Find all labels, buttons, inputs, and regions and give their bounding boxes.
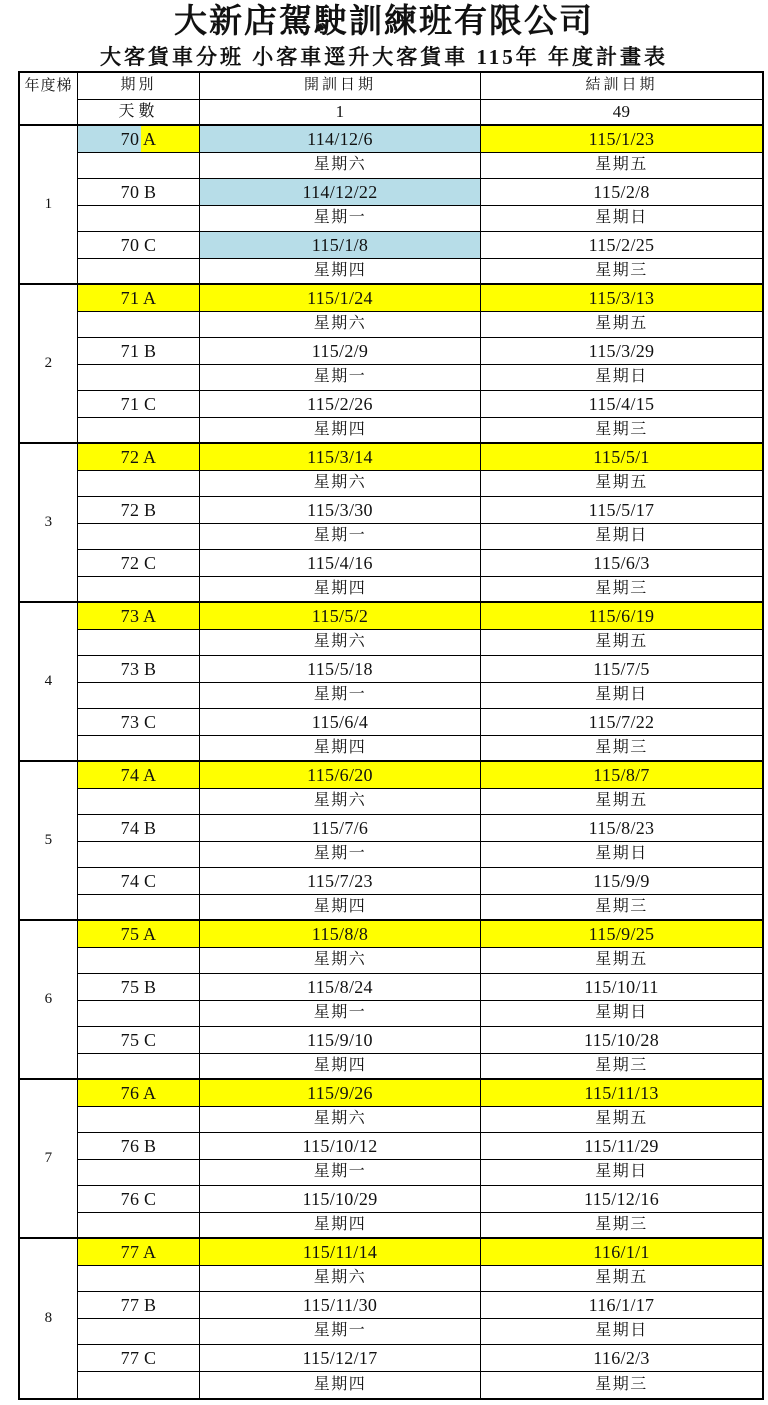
end-weekday-cell: 星期五 <box>481 1107 762 1134</box>
blank-cell <box>78 1372 200 1399</box>
start-date-cell: 115/5/18 <box>200 656 481 683</box>
end-date-cell: 115/3/13 <box>481 285 762 312</box>
start-date-cell: 115/2/26 <box>200 391 481 418</box>
blank-cell <box>78 683 200 710</box>
period-cell: 74 C <box>78 868 200 895</box>
period-cell: 75 A <box>78 921 200 948</box>
period-cell: 73 A <box>78 603 200 630</box>
end-weekday-cell: 星期日 <box>481 1001 762 1028</box>
start-weekday-cell: 星期六 <box>200 630 481 657</box>
end-date-cell: 115/10/28 <box>481 1027 762 1054</box>
period-cell: 76 B <box>78 1133 200 1160</box>
start-weekday-cell: 星期一 <box>200 842 481 869</box>
start-date-cell: 115/4/16 <box>200 550 481 577</box>
blank-cell <box>78 471 200 498</box>
header-end-date: 結訓日期 <box>481 73 762 100</box>
start-date-cell: 115/3/30 <box>200 497 481 524</box>
start-date-cell: 115/5/2 <box>200 603 481 630</box>
period-cell: 77 A <box>78 1239 200 1266</box>
page-subtitle: 大客貨車分班 小客車逕升大客貨車 115年 年度計畫表 <box>99 45 669 69</box>
blank-cell <box>78 1160 200 1187</box>
period-cell: 75 C <box>78 1027 200 1054</box>
blank-cell <box>78 895 200 922</box>
term-cell: 3 <box>20 444 78 603</box>
start-date-cell: 115/10/29 <box>200 1186 481 1213</box>
term-cell: 1 <box>20 126 78 285</box>
term-cell: 8 <box>20 1239 78 1398</box>
start-weekday-cell: 星期六 <box>200 153 481 180</box>
start-date-cell: 115/2/9 <box>200 338 481 365</box>
start-weekday-cell: 星期一 <box>200 1001 481 1028</box>
period-cell: 70 C <box>78 232 200 259</box>
term-cell: 7 <box>20 1080 78 1239</box>
blank-cell <box>78 524 200 551</box>
start-weekday-cell: 星期六 <box>200 948 481 975</box>
period-cell: 72 C <box>78 550 200 577</box>
end-date-cell: 115/9/25 <box>481 921 762 948</box>
end-weekday-cell: 星期五 <box>481 1266 762 1293</box>
schedule-table <box>18 71 764 1400</box>
blank-cell <box>78 1213 200 1240</box>
blank-cell <box>78 1319 200 1346</box>
end-date-cell: 116/1/17 <box>481 1292 762 1319</box>
start-weekday-cell: 星期六 <box>200 789 481 816</box>
end-date-cell: 115/4/15 <box>481 391 762 418</box>
start-weekday-cell: 星期一 <box>200 206 481 233</box>
start-weekday-cell: 星期四 <box>200 1054 481 1081</box>
start-date-cell: 115/8/8 <box>200 921 481 948</box>
start-weekday-cell: 星期四 <box>200 895 481 922</box>
page-title: 大新店駕駛訓練班有限公司 <box>174 4 594 40</box>
end-weekday-cell: 星期五 <box>481 312 762 339</box>
blank-cell <box>78 1001 200 1028</box>
end-weekday-cell: 星期三 <box>481 418 762 445</box>
end-weekday-cell: 星期三 <box>481 895 762 922</box>
start-date-cell: 114/12/6 <box>200 126 481 153</box>
header-term: 年度梯 <box>20 73 78 126</box>
start-weekday-cell: 星期一 <box>200 365 481 392</box>
start-weekday-cell: 星期一 <box>200 683 481 710</box>
end-weekday-cell: 星期日 <box>481 683 762 710</box>
start-weekday-cell: 星期六 <box>200 471 481 498</box>
period-cell: 71 A <box>78 285 200 312</box>
start-date-cell: 115/9/10 <box>200 1027 481 1054</box>
start-weekday-cell: 星期四 <box>200 1213 481 1240</box>
period-cell: 72 A <box>78 444 200 471</box>
start-weekday-cell: 星期一 <box>200 1319 481 1346</box>
days-label: 天數 <box>78 100 200 127</box>
blank-cell <box>78 842 200 869</box>
start-weekday-cell: 星期四 <box>200 1372 481 1399</box>
end-weekday-cell: 星期日 <box>481 1160 762 1187</box>
start-date-cell: 115/10/12 <box>200 1133 481 1160</box>
header-start-date: 開訓日期 <box>200 73 481 100</box>
end-weekday-cell: 星期三 <box>481 1054 762 1081</box>
end-date-cell: 115/9/9 <box>481 868 762 895</box>
period-cell: 74 A <box>78 762 200 789</box>
period-cell: 77 B <box>78 1292 200 1319</box>
period-cell: 73 C <box>78 709 200 736</box>
start-date-cell: 114/12/22 <box>200 179 481 206</box>
blank-cell <box>78 630 200 657</box>
end-day-value: 49 <box>481 100 762 127</box>
start-date-cell: 115/11/30 <box>200 1292 481 1319</box>
end-date-cell: 115/1/23 <box>481 126 762 153</box>
start-date-cell: 115/12/17 <box>200 1345 481 1372</box>
period-cell: 73 B <box>78 656 200 683</box>
blank-cell <box>78 1266 200 1293</box>
end-weekday-cell: 星期五 <box>481 630 762 657</box>
start-weekday-cell: 星期四 <box>200 736 481 763</box>
blank-cell <box>78 365 200 392</box>
start-date-cell: 115/11/14 <box>200 1239 481 1266</box>
period-cell: 71 C <box>78 391 200 418</box>
end-date-cell: 115/6/3 <box>481 550 762 577</box>
period-cell: 71 B <box>78 338 200 365</box>
blank-cell <box>78 1107 200 1134</box>
end-date-cell: 115/5/1 <box>481 444 762 471</box>
end-date-cell: 116/1/1 <box>481 1239 762 1266</box>
period-cell: 76 A <box>78 1080 200 1107</box>
period-cell: 76 C <box>78 1186 200 1213</box>
end-date-cell: 115/8/7 <box>481 762 762 789</box>
start-day-value: 1 <box>200 100 481 127</box>
end-weekday-cell: 星期三 <box>481 577 762 604</box>
blank-cell <box>78 1054 200 1081</box>
start-date-cell: 115/6/4 <box>200 709 481 736</box>
end-date-cell: 115/7/22 <box>481 709 762 736</box>
term-cell: 5 <box>20 762 78 921</box>
end-date-cell: 115/11/13 <box>481 1080 762 1107</box>
start-weekday-cell: 星期一 <box>200 524 481 551</box>
start-date-cell: 115/6/20 <box>200 762 481 789</box>
end-weekday-cell: 星期五 <box>481 153 762 180</box>
period-cell: 77 C <box>78 1345 200 1372</box>
end-date-cell: 115/2/25 <box>481 232 762 259</box>
start-date-cell: 115/8/24 <box>200 974 481 1001</box>
end-weekday-cell: 星期五 <box>481 789 762 816</box>
start-weekday-cell: 星期六 <box>200 1107 481 1134</box>
blank-cell <box>78 206 200 233</box>
end-date-cell: 115/5/17 <box>481 497 762 524</box>
end-weekday-cell: 星期日 <box>481 524 762 551</box>
end-weekday-cell: 星期三 <box>481 1213 762 1240</box>
blank-cell <box>78 948 200 975</box>
start-weekday-cell: 星期四 <box>200 418 481 445</box>
start-weekday-cell: 星期四 <box>200 577 481 604</box>
blank-cell <box>78 312 200 339</box>
term-cell: 2 <box>20 285 78 444</box>
header-period: 期別 <box>78 73 200 100</box>
end-weekday-cell: 星期三 <box>481 736 762 763</box>
blank-cell <box>78 577 200 604</box>
end-weekday-cell: 星期日 <box>481 365 762 392</box>
end-date-cell: 115/10/11 <box>481 974 762 1001</box>
end-weekday-cell: 星期三 <box>481 259 762 286</box>
start-date-cell: 115/3/14 <box>200 444 481 471</box>
end-weekday-cell: 星期五 <box>481 471 762 498</box>
term-cell: 6 <box>20 921 78 1080</box>
blank-cell <box>78 418 200 445</box>
start-date-cell: 115/9/26 <box>200 1080 481 1107</box>
end-date-cell: 115/12/16 <box>481 1186 762 1213</box>
period-cell: 75 B <box>78 974 200 1001</box>
end-weekday-cell: 星期日 <box>481 842 762 869</box>
start-weekday-cell: 星期六 <box>200 1266 481 1293</box>
period-cell: 70 A <box>78 126 200 153</box>
start-weekday-cell: 星期六 <box>200 312 481 339</box>
period-cell: 70 B <box>78 179 200 206</box>
end-date-cell: 115/3/29 <box>481 338 762 365</box>
blank-cell <box>78 736 200 763</box>
end-date-cell: 115/2/8 <box>481 179 762 206</box>
end-date-cell: 115/8/23 <box>481 815 762 842</box>
blank-cell <box>78 789 200 816</box>
end-weekday-cell: 星期五 <box>481 948 762 975</box>
term-cell: 4 <box>20 603 78 762</box>
end-date-cell: 115/7/5 <box>481 656 762 683</box>
start-date-cell: 115/7/6 <box>200 815 481 842</box>
end-weekday-cell: 星期日 <box>481 206 762 233</box>
end-weekday-cell: 星期日 <box>481 1319 762 1346</box>
end-date-cell: 116/2/3 <box>481 1345 762 1372</box>
end-date-cell: 115/11/29 <box>481 1133 762 1160</box>
period-cell: 74 B <box>78 815 200 842</box>
start-date-cell: 115/1/8 <box>200 232 481 259</box>
end-weekday-cell: 星期三 <box>595 1375 648 1393</box>
blank-cell <box>78 153 200 180</box>
start-date-cell: 115/1/24 <box>200 285 481 312</box>
start-weekday-cell: 星期一 <box>200 1160 481 1187</box>
period-cell: 72 B <box>78 497 200 524</box>
blank-cell <box>78 259 200 286</box>
start-weekday-cell: 星期四 <box>200 259 481 286</box>
end-date-cell: 115/6/19 <box>481 603 762 630</box>
start-date-cell: 115/7/23 <box>200 868 481 895</box>
